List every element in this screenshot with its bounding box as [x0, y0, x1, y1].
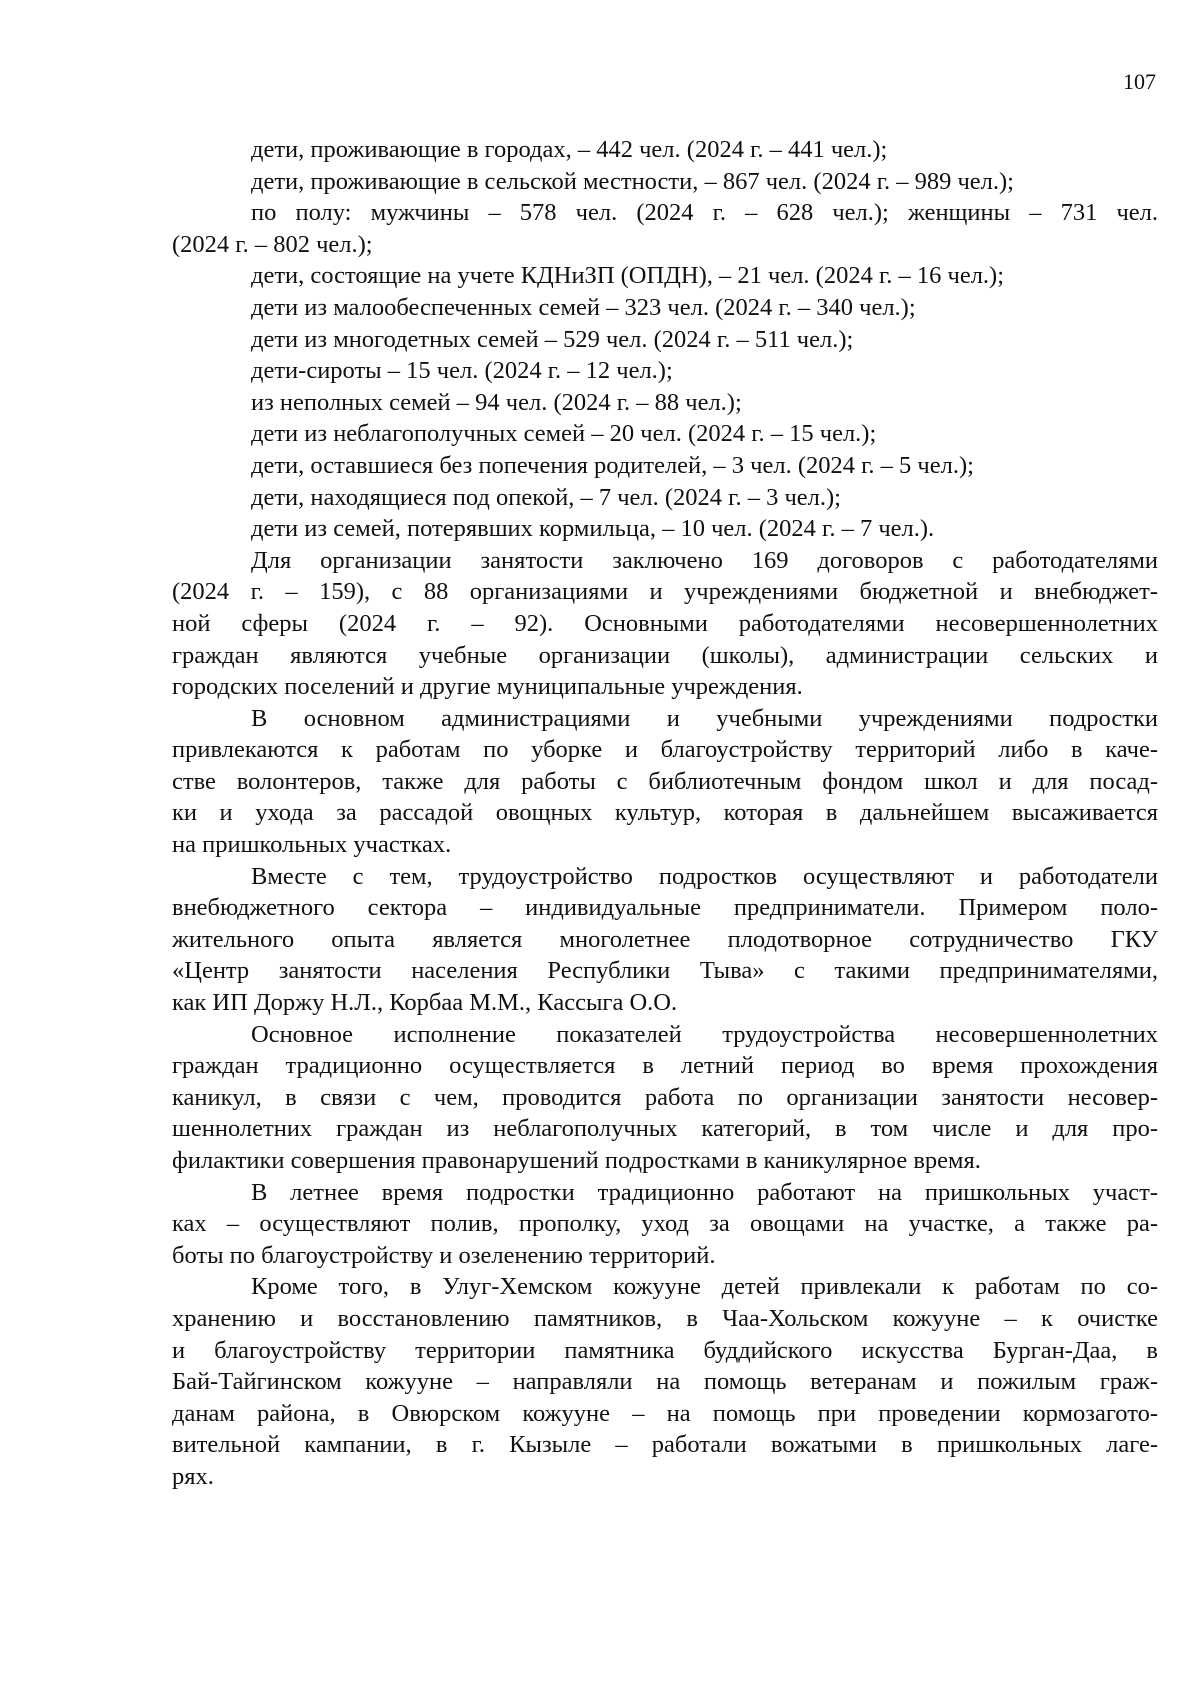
- text-line: (2024 г. – 802 чел.);: [172, 230, 373, 258]
- text-line: дети, проживающие в сельской местности, – 867 чел. (2024 г. – 989 чел.);: [251, 167, 1014, 195]
- page-number: 107: [1123, 69, 1156, 94]
- text-line: дети из многодетных семей – 529 чел. (2024 г. – 511 чел.);: [251, 325, 854, 353]
- text-line: как ИП Доржу Н.Л., Корбаа М.М., Кассыга О.О.: [172, 989, 678, 1017]
- text-line: городских поселений и другие муниципальные учреждения.: [172, 673, 803, 701]
- text-line: ки и ухода за рассадой овощных культур, которая в дальнейшем высаживается: [172, 799, 1158, 827]
- text-line: данам района, в Овюрском кожууне – на помощь при проведении кормозагото-: [172, 1399, 1158, 1427]
- text-line: дети из малообеспеченных семей – 323 чел. (2024 г. – 340 чел.);: [251, 293, 916, 321]
- text-line: шеннолетних граждан из неблагополучных категорий, в том числе и для про-: [172, 1115, 1158, 1143]
- text-line: Бай-Тайгинском кожууне – направляли на помощь ветеранам и пожилым граж-: [172, 1368, 1158, 1396]
- text-line: Основное исполнение показателей трудоустройства несовершеннолетних: [251, 1020, 1158, 1048]
- text-line: на пришкольных участках.: [172, 831, 452, 859]
- text-line: В летнее время подростки традиционно работают на пришкольных участ-: [251, 1178, 1158, 1206]
- text-line: стве волонтеров, также для работы с библиотечным фондом школ и для посад-: [172, 767, 1158, 795]
- text-line: жительного опыта является многолетнее плодотворное сотрудничество ГКУ: [172, 925, 1158, 953]
- text-line: из неполных семей – 94 чел. (2024 г. – 88 чел.);: [251, 388, 742, 416]
- text-line: дети, оставшиеся без попечения родителей, – 3 чел. (2024 г. – 5 чел.);: [251, 451, 974, 479]
- text-line: боты по благоустройству и озеленению территорий.: [172, 1241, 716, 1269]
- text-line: ках – осуществляют полив, прополку, уход за овощами на участке, а также ра-: [172, 1210, 1158, 1238]
- text-line: хранению и восстановлению памятников, в Чаа-Хольском кожууне – к очистке: [172, 1304, 1158, 1332]
- text-line: граждан являются учебные организации (школы), администрации сельских и: [172, 641, 1158, 669]
- text-line: привлекаются к работам по уборке и благоустройству территорий либо в каче-: [172, 736, 1158, 764]
- text-line: дети, проживающие в городах, – 442 чел. (2024 г. – 441 чел.);: [251, 136, 888, 163]
- text-line: Кроме того, в Улуг-Хемском кожууне детей привлекали к работам по со-: [251, 1273, 1158, 1301]
- text-line: дети из неблагополучных семей – 20 чел. (2024 г. – 15 чел.);: [251, 420, 877, 448]
- text-line: по полу: мужчины – 578 чел. (2024 г. – 628 чел.); женщины – 731 чел.: [251, 199, 1158, 227]
- text-line: внебюджетного сектора – индивидуальные предприниматели. Примером поло-: [172, 894, 1158, 922]
- text-line: дети, находящиеся под опекой, – 7 чел. (2024 г. – 3 чел.);: [251, 483, 841, 511]
- text-line: и благоустройству территории памятника буддийского искусства Бурган-Даа, в: [172, 1336, 1158, 1364]
- text-line: В основном администрациями и учебными учреждениями подростки: [251, 704, 1158, 732]
- text-line: дети, состоящие на учете КДНиЗП (ОПДН), – 21 чел. (2024 г. – 16 чел.);: [251, 262, 1005, 290]
- text-line: каникул, в связи с чем, проводится работа по организации занятости несовер-: [172, 1083, 1158, 1111]
- text-line: Для организации занятости заключено 169 договоров с работодателями: [251, 546, 1158, 574]
- text-line: ной сферы (2024 г. – 92). Основными работодателями несовершеннолетних: [172, 609, 1158, 637]
- text-line: вительной кампании, в г. Кызыле – работали вожатыми в пришкольных лаге-: [172, 1431, 1158, 1459]
- text-line: дети-сироты – 15 чел. (2024 г. – 12 чел.);: [251, 357, 673, 385]
- document-body: [172, 134, 1158, 1493]
- text-line: дети из семей, потерявших кормильца, – 10 чел. (2024 г. – 7 чел.).: [251, 515, 935, 543]
- text-line: (2024 г. – 159), с 88 организациями и учреждениями бюджетной и внебюджет-: [172, 578, 1158, 606]
- text-line: граждан традиционно осуществляется в летний период во время прохождения: [172, 1052, 1158, 1080]
- text-line: филактики совершения правонарушений подростками в каникулярное время.: [172, 1147, 981, 1174]
- text-line: «Центр занятости населения Республики Тыва» с такими предпринимателями,: [172, 957, 1158, 985]
- text-line: Вместе с тем, трудоустройство подростков осуществляют и работодатели: [251, 862, 1158, 890]
- text-line: рях.: [172, 1462, 214, 1490]
